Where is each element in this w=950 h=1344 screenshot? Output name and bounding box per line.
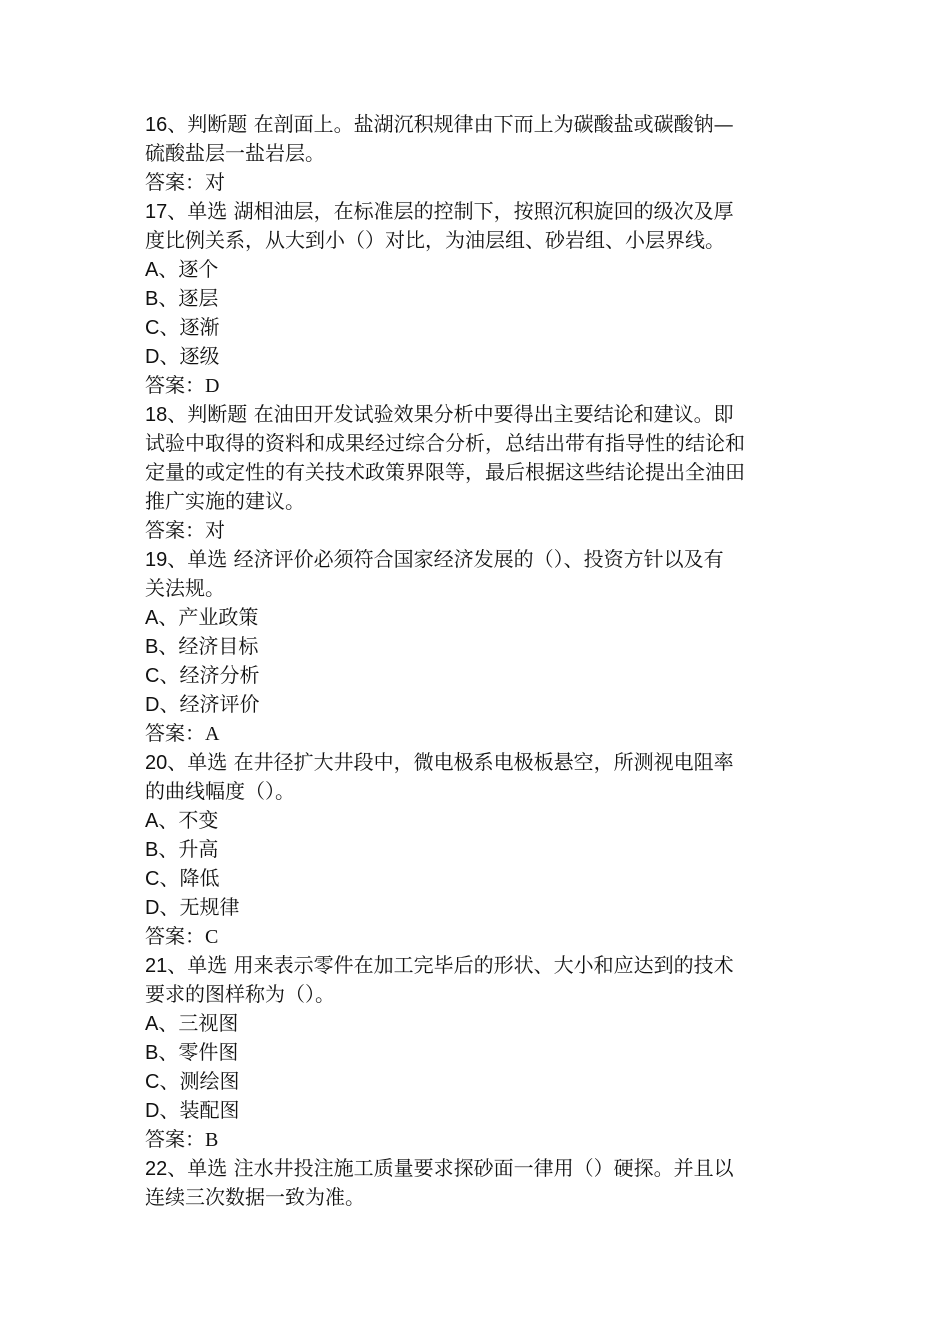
question-text-line: 度比例关系，从大到小（）对比，为油层组、砂岩组、小层界线。: [145, 228, 725, 252]
question-text-line: 定量的或定性的有关技术政策界限等，最后根据这些结论提出全油田: [145, 460, 745, 484]
question-header: 19、单选 经济评价必须符合国家经济发展的（）、投资方针以及有: [145, 547, 724, 571]
option-text: 逐渐: [179, 315, 220, 339]
question-text-line: 硫酸盐层一盐岩层。: [145, 141, 325, 165]
option-c: C、测绘图: [145, 1069, 240, 1093]
question-text-line: 关法规。: [145, 576, 225, 600]
question-22: [145, 1154, 825, 1212]
question-text-line: 在井径扩大井段中，微电极系电极板悬空，所测视电阻率: [233, 750, 734, 774]
answer-line: [145, 922, 825, 951]
question-header: 20、单选 在井径扩大井段中，微电极系电极板悬空，所测视电阻率: [145, 750, 734, 774]
question-text-line: 要求的图样称为（）。: [145, 982, 335, 1006]
option-text: 经济分析: [179, 663, 260, 687]
answer-label: 答案：: [145, 170, 205, 194]
option-d: D、装配图: [145, 1098, 240, 1122]
question-number: 16: [145, 114, 168, 136]
option-text: 装配图: [179, 1098, 240, 1122]
question-type: 判断题: [187, 112, 248, 136]
question-header: 21、单选 用来表示零件在加工完毕后的形状、大小和应达到的技术: [145, 953, 734, 977]
question-text-line: 注水井投注施工质量要求探砂面一律用（）硬探。并且以: [233, 1156, 734, 1180]
option-c: C、降低: [145, 866, 220, 890]
answer-value: 对: [205, 520, 225, 542]
answer-line: [145, 719, 825, 748]
question-text-line: 在油田开发试验效果分析中要得出主要结论和建议。即: [253, 402, 734, 426]
answer-value: B: [205, 1129, 219, 1151]
answer-value: A: [205, 723, 220, 745]
option-letter: B: [145, 636, 159, 658]
answer-label: 答案：: [145, 373, 205, 397]
option-letter: A: [145, 1013, 159, 1035]
answer-line: [145, 371, 825, 400]
option-a: A、不变: [145, 808, 219, 832]
question-header: 17、单选 湖相油层，在标准层的控制下，按照沉积旋回的级次及厚: [145, 199, 734, 223]
question-type: 单选: [187, 547, 228, 571]
question-text-line: 试验中取得的资料和成果经过综合分析，总结出带有指导性的结论和: [145, 431, 745, 455]
option-letter: B: [145, 839, 159, 861]
option-text: 经济评价: [179, 692, 260, 716]
answer-label: 答案：: [145, 924, 205, 948]
option-text: 不变: [178, 808, 219, 832]
option-letter: B: [145, 288, 159, 310]
question-20: [145, 748, 825, 951]
option-letter: A: [145, 259, 159, 281]
question-17: [145, 197, 825, 400]
option-letter: D: [145, 897, 160, 919]
option-d: D、经济评价: [145, 692, 260, 716]
answer-value: C: [205, 926, 219, 948]
option-letter: C: [145, 317, 160, 339]
question-number: 21: [145, 955, 168, 977]
answer-line: [145, 516, 825, 545]
option-text: 逐级: [179, 344, 220, 368]
question-number: 17: [145, 201, 168, 223]
option-text: 降低: [179, 866, 220, 890]
question-number: 19: [145, 549, 168, 571]
question-header: 16、判断题 在剖面上。盐湖沉积规律由下而上为碳酸盐或碳酸钠—: [145, 112, 734, 136]
option-a: A、三视图: [145, 1011, 239, 1035]
option-text: 升高: [178, 837, 219, 861]
option-letter: D: [145, 346, 160, 368]
question-16: [145, 110, 825, 197]
option-a: A、逐个: [145, 257, 219, 281]
question-type: 单选: [187, 199, 228, 223]
answer-line: [145, 168, 825, 197]
option-letter: A: [145, 810, 159, 832]
option-text: 经济目标: [178, 634, 259, 658]
question-text-line: 的曲线幅度（）。: [145, 779, 295, 803]
answer-label: 答案：: [145, 518, 205, 542]
question-text-line: 用来表示零件在加工完毕后的形状、大小和应达到的技术: [233, 953, 734, 977]
option-letter: A: [145, 607, 159, 629]
question-text-line: 湖相油层，在标准层的控制下，按照沉积旋回的级次及厚: [233, 199, 734, 223]
option-c: C、逐渐: [145, 315, 220, 339]
question-header: 22、单选 注水井投注施工质量要求探砂面一律用（）硬探。并且以: [145, 1156, 734, 1180]
option-text: 产业政策: [178, 605, 259, 629]
option-b: B、升高: [145, 837, 219, 861]
question-18: [145, 400, 825, 545]
question-text-line: 在剖面上。盐湖沉积规律由下而上为碳酸盐或碳酸钠—: [253, 112, 734, 136]
question-type: 单选: [187, 953, 228, 977]
answer-value: D: [205, 375, 220, 397]
answer-label: 答案：: [145, 721, 205, 745]
option-b: B、经济目标: [145, 634, 259, 658]
question-21: [145, 951, 825, 1154]
answer-value: 对: [205, 172, 225, 194]
option-text: 逐个: [178, 257, 219, 281]
option-text: 无规律: [179, 895, 240, 919]
option-text: 逐层: [178, 286, 219, 310]
option-b: B、零件图: [145, 1040, 239, 1064]
question-number: 20: [145, 752, 168, 774]
question-number: 22: [145, 1158, 168, 1180]
document-page: [145, 110, 825, 1212]
question-number: 18: [145, 404, 168, 426]
question-19: [145, 545, 825, 748]
option-letter: C: [145, 1071, 160, 1093]
option-text: 三视图: [178, 1011, 239, 1035]
option-d: D、逐级: [145, 344, 220, 368]
question-type: 单选: [187, 1156, 228, 1180]
option-letter: D: [145, 694, 160, 716]
option-letter: D: [145, 1100, 160, 1122]
question-type: 单选: [187, 750, 228, 774]
option-a: A、产业政策: [145, 605, 259, 629]
option-c: C、经济分析: [145, 663, 260, 687]
option-text: 测绘图: [179, 1069, 240, 1093]
question-text-line: 推广实施的建议。: [145, 489, 305, 513]
question-text-line: 连续三次数据一致为准。: [145, 1185, 365, 1209]
question-header: 18、判断题 在油田开发试验效果分析中要得出主要结论和建议。即: [145, 402, 734, 426]
option-text: 零件图: [178, 1040, 239, 1064]
option-letter: B: [145, 1042, 159, 1064]
option-letter: C: [145, 665, 160, 687]
answer-label: 答案：: [145, 1127, 205, 1151]
option-letter: C: [145, 868, 160, 890]
question-text-line: 经济评价必须符合国家经济发展的（）、投资方针以及有: [233, 547, 724, 571]
question-type: 判断题: [187, 402, 248, 426]
option-d: D、无规律: [145, 895, 240, 919]
answer-line: [145, 1125, 825, 1154]
option-b: B、逐层: [145, 286, 219, 310]
